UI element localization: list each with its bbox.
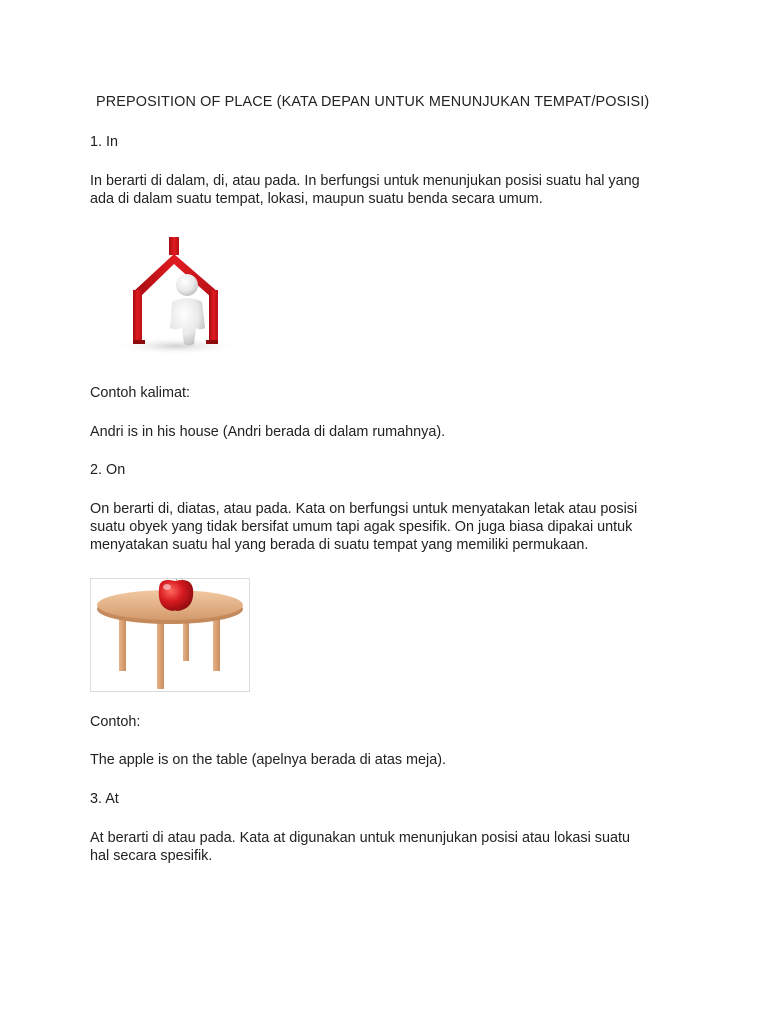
section-heading-in: 1. In bbox=[90, 134, 119, 150]
section-heading-at: 3. At bbox=[90, 791, 119, 807]
section-at-description-line-1: At berarti di atau pada. Kata at digunakan untuk menunjukan posisi atau lokasi suatu bbox=[90, 830, 631, 846]
person-in-house-illustration bbox=[96, 232, 246, 357]
section-in-description-line-2: ada di dalam suatu tempat, lokasi, maupun suatu benda secara umum. bbox=[90, 191, 543, 207]
table-icon bbox=[91, 579, 249, 691]
section-on-description-line-3: menyatakan suatu hal yang berada di suatu tempat yang memiliki permukaan. bbox=[90, 537, 589, 553]
section-in-example-label: Contoh kalimat: bbox=[90, 385, 190, 401]
house-icon bbox=[96, 232, 246, 357]
section-on-description-line-1: On berarti di, diatas, atau pada. Kata on berfungsi untuk menyatakan letak atau posisi bbox=[90, 501, 638, 517]
section-on-example-sentence: The apple is on the table (apelnya berada di atas meja). bbox=[90, 752, 446, 768]
section-in-description-line-1: In berarti di dalam, di, atau pada. In berfungsi untuk menunjukan posisi suatu hal yang bbox=[90, 173, 640, 189]
section-on-example-label: Contoh: bbox=[90, 714, 141, 730]
page-title: PREPOSITION OF PLACE (KATA DEPAN UNTUK MENUNJUKAN TEMPAT/POSISI) bbox=[96, 94, 650, 110]
section-on-description-line-2: suatu obyek yang tidak bersifat umum tapi agak spesifik. On juga biasa dipakai untuk bbox=[90, 519, 633, 535]
section-heading-on: 2. On bbox=[90, 462, 126, 478]
section-in-example-sentence: Andri is in his house (Andri berada di dalam rumahnya). bbox=[90, 424, 446, 440]
section-at-description-line-2: hal secara spesifik. bbox=[90, 848, 213, 864]
apple-on-table-illustration bbox=[90, 578, 250, 692]
